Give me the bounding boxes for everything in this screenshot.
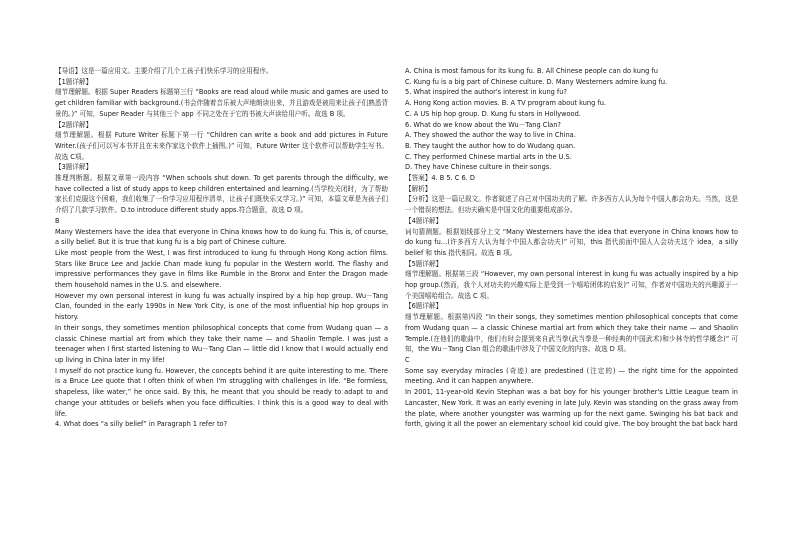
left-column [55,66,388,430]
question-4-text: 4. What does “a silly belief” in Paragraph 1 refer to? [55,420,228,429]
question-6-explanation: 细节理解题。根据第四段 “In their songs, they sometimes mention philosophical concepts that come from Wudang quan — a classic Chinese martial art from which they take their name — and Shaolin Temple.(在他们的歌曲中，他们有时会提到来自武当拳(武当拳是一种经典的中国武术)和少林寺的哲学概念)” 可知，the Wu－Tang Clan 组合的歌曲中涉及了中国文化的内容。故选 D 项。 [405,313,738,354]
intro-paragraph: 【导语】这是一篇应用文。主要介绍了几个工孩子们快乐学习的应用程序。 [55,67,273,75]
answer-line: 【答案】4. B 5. C 6. D [405,174,475,183]
question-5-heading: 【5题详解】 [405,259,443,268]
question-6-heading: 【6题详解】 [405,302,443,311]
analysis-summary: 【分析】这是一篇记叙文。作者叙述了自己对中国功夫的了解。许多西方人认为每个中国人都会功夫。当然，这是一个错误的想法。但功夫确实是中国文化的重要组成部分。 [405,195,738,215]
question-5-options-ab: A. Hong Kong action movies. B. A TV program about kung fu. [405,99,606,108]
question-2-heading: 【2题详解】 [55,120,93,129]
question-3-explanation: 推理判断题。根据文章第一段内容 “When schools shut down. To get parents through the difficulty, we have collected a list of study apps to keep children entertained and learning.(当学校关闭时，为了帮助家长们克服这个困难，我们收集了一份学习应用程序清单，让孩子们既快乐又学习。)” 可知，本篇文章是为孩子们介绍了几款学习软件。D.to introduce different study apps.符合题意，故选 D 项。 [55,174,388,215]
question-4-explanation: 词句猜测题。根据划线部分上文 “Many Westerners have the idea that everyone in China knows how to do kung fu…(许多西方人认为每个中国人都会功夫)” 可知，this 指代前面中国人人会功夫这个 idea，a silly belief 和 this 指代相同。故选 B 项。 [405,227,738,257]
question-4-options-ab: A. China is most famous for its kung fu. B. All Chinese people can do kung fu [405,67,658,75]
question-4-heading: 【4题详解】 [405,216,443,225]
question-1-heading: 【1题详解】 [55,77,93,86]
question-6-option-b: B. They taught the author how to do Wudang quan. [405,141,576,150]
right-column [405,66,738,430]
question-3-heading: 【3题详解】 [55,163,93,172]
section-b-label: B [55,216,60,225]
question-2-explanation: 细节理解题。根据 Future Writer 标题下第一行 “Children can write a book and add pictures in Future Writer.(孩子们可以写本书并且在未来作家这个软件上插图。)” 可知，Future Writer 这个软件可以帮助学生写书。故选 C项。 [55,131,388,161]
question-6-option-a: A. They showed the author the way to live in China. [405,131,576,140]
passage-b-paragraph-5: I myself do not practice kung fu. However, the concepts behind it are quite interesting to me. There is a Bruce Lee quote that I often think of when I'm struggling with challenges in life. “Be formless, shapeless, like water,” he once said. By this, he meant that you should be ready to adapt to and change your attitudes or beliefs when you face difficulties. I think this is a good way to deal with life. [55,366,388,418]
question-5-explanation: 细节理解题。根据第三段 “However, my own personal interest in kung fu was actually inspired by a hip hop group.(然而，我个人对功夫的兴趣实际上是受到一个嘻哈团体的启发)” 可知，作者对中国功夫的兴趣源于一个美国嘻哈组合。故选 C 项。 [405,270,738,300]
question-1-explanation: 细节理解题。根据 Super Readers 标题第三行 “Books are read aloud while music and games are used to get children familiar with background.(书会伴随着音乐被大声地朗读出来，并且游戏是被用来让孩子们熟悉背景的。)” 可知，Super Reader 与其他三个 app 不同之处在于它的书被大声读给用户听。故选 B 项。 [55,88,388,118]
passage-b-paragraph-4: In their songs, they sometimes mention philosophical concepts that come from Wudang quan — a classic Chinese martial art from which they take their name — and Shaolin Temple. I was just a teenager when I first started listening to Wu－Tang Clan — little did I know that I would actually end up living in China later in my life! [55,323,388,364]
question-6-text: 6. What do we know about the Wu－Tang Clan? [405,120,561,129]
question-6-option-c: C. They performed Chinese martial arts in the U.S. [405,152,572,161]
question-6-option-d: D. They have Chinese culture in their songs. [405,163,552,172]
question-4-options-cd: C. Kung fu is a big part of Chinese culture. D. Many Westerners admire kung fu. [405,77,668,86]
passage-b-paragraph-2: Like most people from the West, I was first introduced to kung fu through Hong Kong action films. Stars like Bruce Lee and Jackie Chan made kung fu popular in the Western world. The flashy and impressive performances they gave in films like Rumble in the Bronx and Enter the Dragon made them household names in the U.S. and elsewhere. [55,248,388,290]
passage-b-paragraph-1: Many Westerners have the idea that everyone in China knows how to do kung fu. This is, of course, a silly belief. But it is true that kung fu is a big part of Chinese culture. [55,227,388,247]
passage-c-paragraph-1: Some say everyday miracles (奇迹) are predestined (注定的) — the right time for the appointed meeting. And it can happen anywhere. [405,366,738,386]
passage-b-paragraph-3: However my own personal interest in kung fu was actually inspired by a hip hop group. Wu－Tang Clan, founded in the early 1990s in New York City, is one of the most influential hip hop groups in history. [55,291,388,322]
analysis-heading: 【解析】 [405,184,432,193]
question-5-text: 5. What inspired the author's interest in kung fu? [405,88,567,97]
question-5-options-cd: C. A US hip hop group. D. Kung fu stars in Hollywood. [405,109,581,118]
section-c-label: C [405,355,410,364]
passage-c-paragraph-2: In 2001, 11-year-old Kevin Stephan was a bat boy for his younger brother's Little League team in Lancaster, New York. It was an early evening in late July. Kevin was standing on the grass away from the plate, where another youngster was warming up for the next game. Swinging his bat back and forth, giving it all the power an elementary school kid could give. The boy brought the bat back hard [405,388,738,429]
